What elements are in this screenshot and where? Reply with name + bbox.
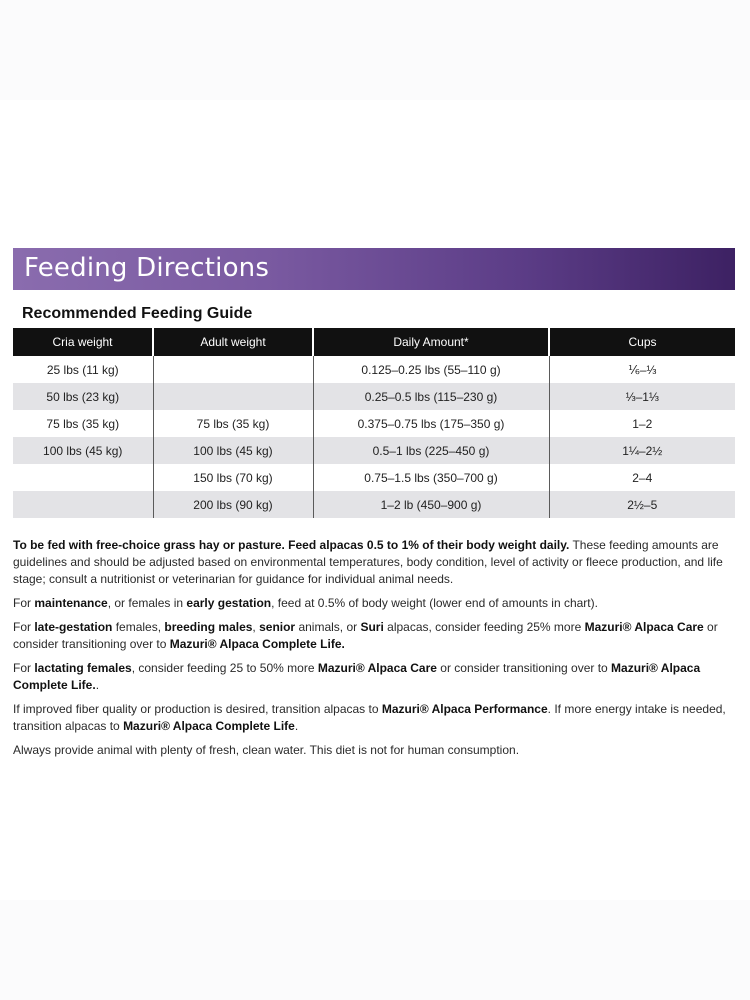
daily-amount-cell: 0.375–0.75 lbs (175–350 g) — [313, 410, 549, 437]
column-header-cups: Cups — [549, 328, 735, 356]
note-maintenance — [13, 595, 735, 612]
cups-cell: 2–4 — [549, 464, 735, 491]
note-emphasis: senior — [259, 620, 296, 634]
adult-weight-cell — [153, 383, 313, 410]
banner-title: Feeding Directions — [24, 253, 270, 283]
note-late-gestation — [13, 619, 735, 653]
note-text: or consider transitioning over to — [13, 620, 718, 651]
product-name: Mazuri® Alpaca Care — [584, 620, 704, 634]
table-row — [13, 410, 735, 437]
table-header-row — [13, 328, 735, 356]
note-text: , — [252, 620, 260, 634]
note-text: females, — [112, 620, 165, 634]
cups-cell: 2½–5 — [549, 491, 735, 518]
column-header-daily-amount: Daily Amount* — [313, 328, 549, 356]
note-text: For — [13, 620, 35, 634]
adult-weight-cell: 200 lbs (90 kg) — [153, 491, 313, 518]
daily-amount-cell: 0.25–0.5 lbs (115–230 g) — [313, 383, 549, 410]
note-water: Always provide animal with plenty of fresh, clean water. This diet is not for human consumption. — [13, 743, 520, 757]
note-text: , feed at 0.5% of body weight (lower end of amounts in chart). — [271, 596, 598, 610]
adult-weight-cell: 100 lbs (45 kg) — [153, 437, 313, 464]
note-emphasis: breeding males — [164, 620, 253, 634]
cups-cell: 1¼–2½ — [549, 437, 735, 464]
feeding-guide-table — [13, 328, 735, 518]
cria-weight-cell — [13, 491, 153, 518]
note-text: or consider transitioning over to — [436, 661, 612, 675]
note-text: animals, or — [295, 620, 361, 634]
note-emphasis: late-gestation — [34, 620, 113, 634]
table-row — [13, 464, 735, 491]
note-fiber-quality — [13, 701, 735, 735]
feeding-notes — [13, 537, 735, 766]
note-text: For — [13, 596, 35, 610]
cria-weight-cell: 50 lbs (23 kg) — [13, 383, 153, 410]
note-text: If improved fiber quality or production is desired, transition alpacas to — [13, 702, 382, 716]
table-row — [13, 356, 735, 383]
table-row — [13, 491, 735, 518]
note-text: . If more energy intake is needed, transition alpacas to — [13, 702, 726, 733]
note-text: . — [294, 719, 299, 733]
column-header-cria-weight: Cria weight — [13, 328, 153, 356]
note-emphasis: Suri — [360, 620, 384, 634]
product-name: Mazuri® Alpaca Performance — [381, 702, 548, 716]
daily-amount-cell: 0.75–1.5 lbs (350–700 g) — [313, 464, 549, 491]
note-body-weight — [13, 537, 735, 588]
page-bottom-margin — [0, 900, 750, 1000]
feeding-directions-banner — [13, 248, 735, 290]
cups-cell: 1–2 — [549, 410, 735, 437]
note-emphasis: To be fed with free-choice grass hay or pasture. Feed alpacas 0.5 to 1% of their body weight daily. — [13, 538, 570, 552]
daily-amount-cell: 0.5–1 lbs (225–450 g) — [313, 437, 549, 464]
column-header-adult-weight: Adult weight — [153, 328, 313, 356]
note-emphasis: early gestation — [186, 596, 272, 610]
cups-cell: ⅓–1⅓ — [549, 383, 735, 410]
adult-weight-cell: 150 lbs (70 kg) — [153, 464, 313, 491]
adult-weight-cell — [153, 356, 313, 383]
cria-weight-cell: 100 lbs (45 kg) — [13, 437, 153, 464]
note-text: . — [95, 678, 100, 692]
table-row — [13, 383, 735, 410]
note-text: These feeding amounts are guidelines and should be adjusted based on environmental temperatures, body condition, level of activity or fleece production, and life stage; consult a nutritionist or veterinarian for guidance for individual animal needs. — [13, 538, 723, 586]
note-text: For — [13, 661, 35, 675]
note-lactating — [13, 660, 735, 694]
note-emphasis: lactating females — [34, 661, 132, 675]
note-text: , or females in — [107, 596, 187, 610]
cups-cell: ⅙–⅓ — [549, 356, 735, 383]
cria-weight-cell: 25 lbs (11 kg) — [13, 356, 153, 383]
page-top-margin — [0, 0, 750, 100]
adult-weight-cell: 75 lbs (35 kg) — [153, 410, 313, 437]
cria-weight-cell: 75 lbs (35 kg) — [13, 410, 153, 437]
guide-title: Recommended Feeding Guide — [22, 305, 253, 322]
daily-amount-cell: 1–2 lb (450–900 g) — [313, 491, 549, 518]
product-name: Mazuri® Alpaca Complete Life. — [13, 661, 701, 692]
cria-weight-cell — [13, 464, 153, 491]
note-text: alpacas, consider feeding 25% more — [383, 620, 585, 634]
daily-amount-cell: 0.125–0.25 lbs (55–110 g) — [313, 356, 549, 383]
product-name: Mazuri® Alpaca Complete Life — [123, 719, 295, 733]
note-text: , consider feeding 25 to 50% more — [131, 661, 318, 675]
note-emphasis: maintenance — [34, 596, 108, 610]
table-row — [13, 437, 735, 464]
product-name: Mazuri® Alpaca Complete Life. — [169, 637, 345, 651]
product-name: Mazuri® Alpaca Care — [317, 661, 437, 675]
